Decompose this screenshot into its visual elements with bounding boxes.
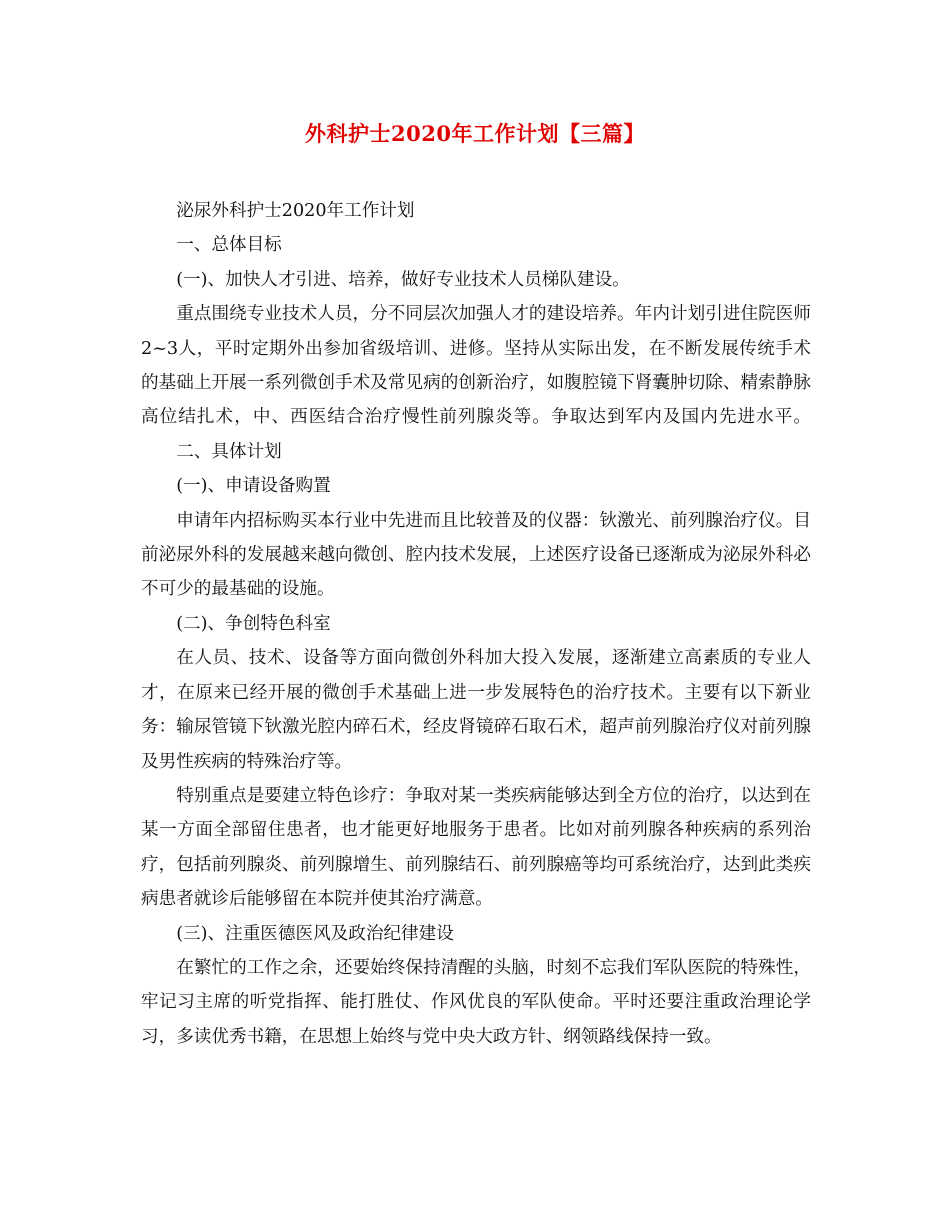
heading-overall-goal: 一、总体目标 <box>176 235 282 256</box>
section-subtitle: 泌尿外科护士2020年工作计划 <box>176 201 415 221</box>
paragraph-equipment-detail: 申请年内招标购买本行业中先进而且比较普及的仪器：钬激光、前列腺治疗仪。目前泌尿外科的发展越来越向微创、腔内技术发展，上述医疗设备已逐渐成为泌尿外科必不可少的最基础的设施。 <box>141 510 811 600</box>
subheading-ethics: (三)、注重医德医风及政治纪律建设 <box>176 923 454 944</box>
subheading-specialty: (二)、争创特色科室 <box>176 613 331 634</box>
document-body <box>141 194 811 1054</box>
paragraph-talent-detail: 重点围绕专业技术人员，分不同层次加强人才的建设培养。年内计划引进住院医师2~3人，平时定期外出参加省级培训、进修。坚持从实际出发，在不断发展传统手术的基础上开展一系列微创手术及常见病的创新治疗，如腹腔镜下肾囊肿切除、精索静脉高位结扎术，中、西医结合治疗慢性前列腺炎等。争取达到军内及国内先进水平。 <box>141 304 811 428</box>
subheading-equipment: (一)、申请设备购置 <box>176 476 331 497</box>
heading-specific-plan: 二、具体计划 <box>176 441 282 462</box>
document-title: 外科护士2020年工作计划【三篇】 <box>305 121 645 146</box>
paragraph-special-clinic: 特别重点是要建立特色诊疗：争取对某一类疾病能够达到全方位的治疗，以达到在某一方面全部留住患者，也才能更好地服务于患者。比如对前列腺各种疾病的系列治疗，包括前列腺炎、前列腺增生、前列腺结石、前列腺癌等均可系统治疗，达到此类疾病患者就诊后能够留在本院并使其治疗满意。 <box>141 785 811 910</box>
subheading-talent: (一)、加快人才引进、培养，做好专业技术人员梯队建设。 <box>176 269 630 290</box>
paragraph-specialty-detail: 在人员、技术、设备等方面向微创外科加大投入发展，逐渐建立高素质的专业人才，在原来已经开展的微创手术基础上进一步发展特色的治疗技术。主要有以下新业务：输尿管镜下钬激光腔内碎石术，经皮肾镜碎石取石术，超声前列腺治疗仪对前列腺及男性疾病的特殊治疗等。 <box>141 648 811 772</box>
paragraph-ethics-detail: 在繁忙的工作之余，还要始终保持清醒的头脑，时刻不忘我们军队医院的特殊性，牢记习主席的听党指挥、能打胜仗、作风优良的军队使命。平时还要注重政治理论学习，多读优秀书籍，在思想上始终与党中央大政方针、纲领路线保持一致。 <box>141 957 811 1047</box>
